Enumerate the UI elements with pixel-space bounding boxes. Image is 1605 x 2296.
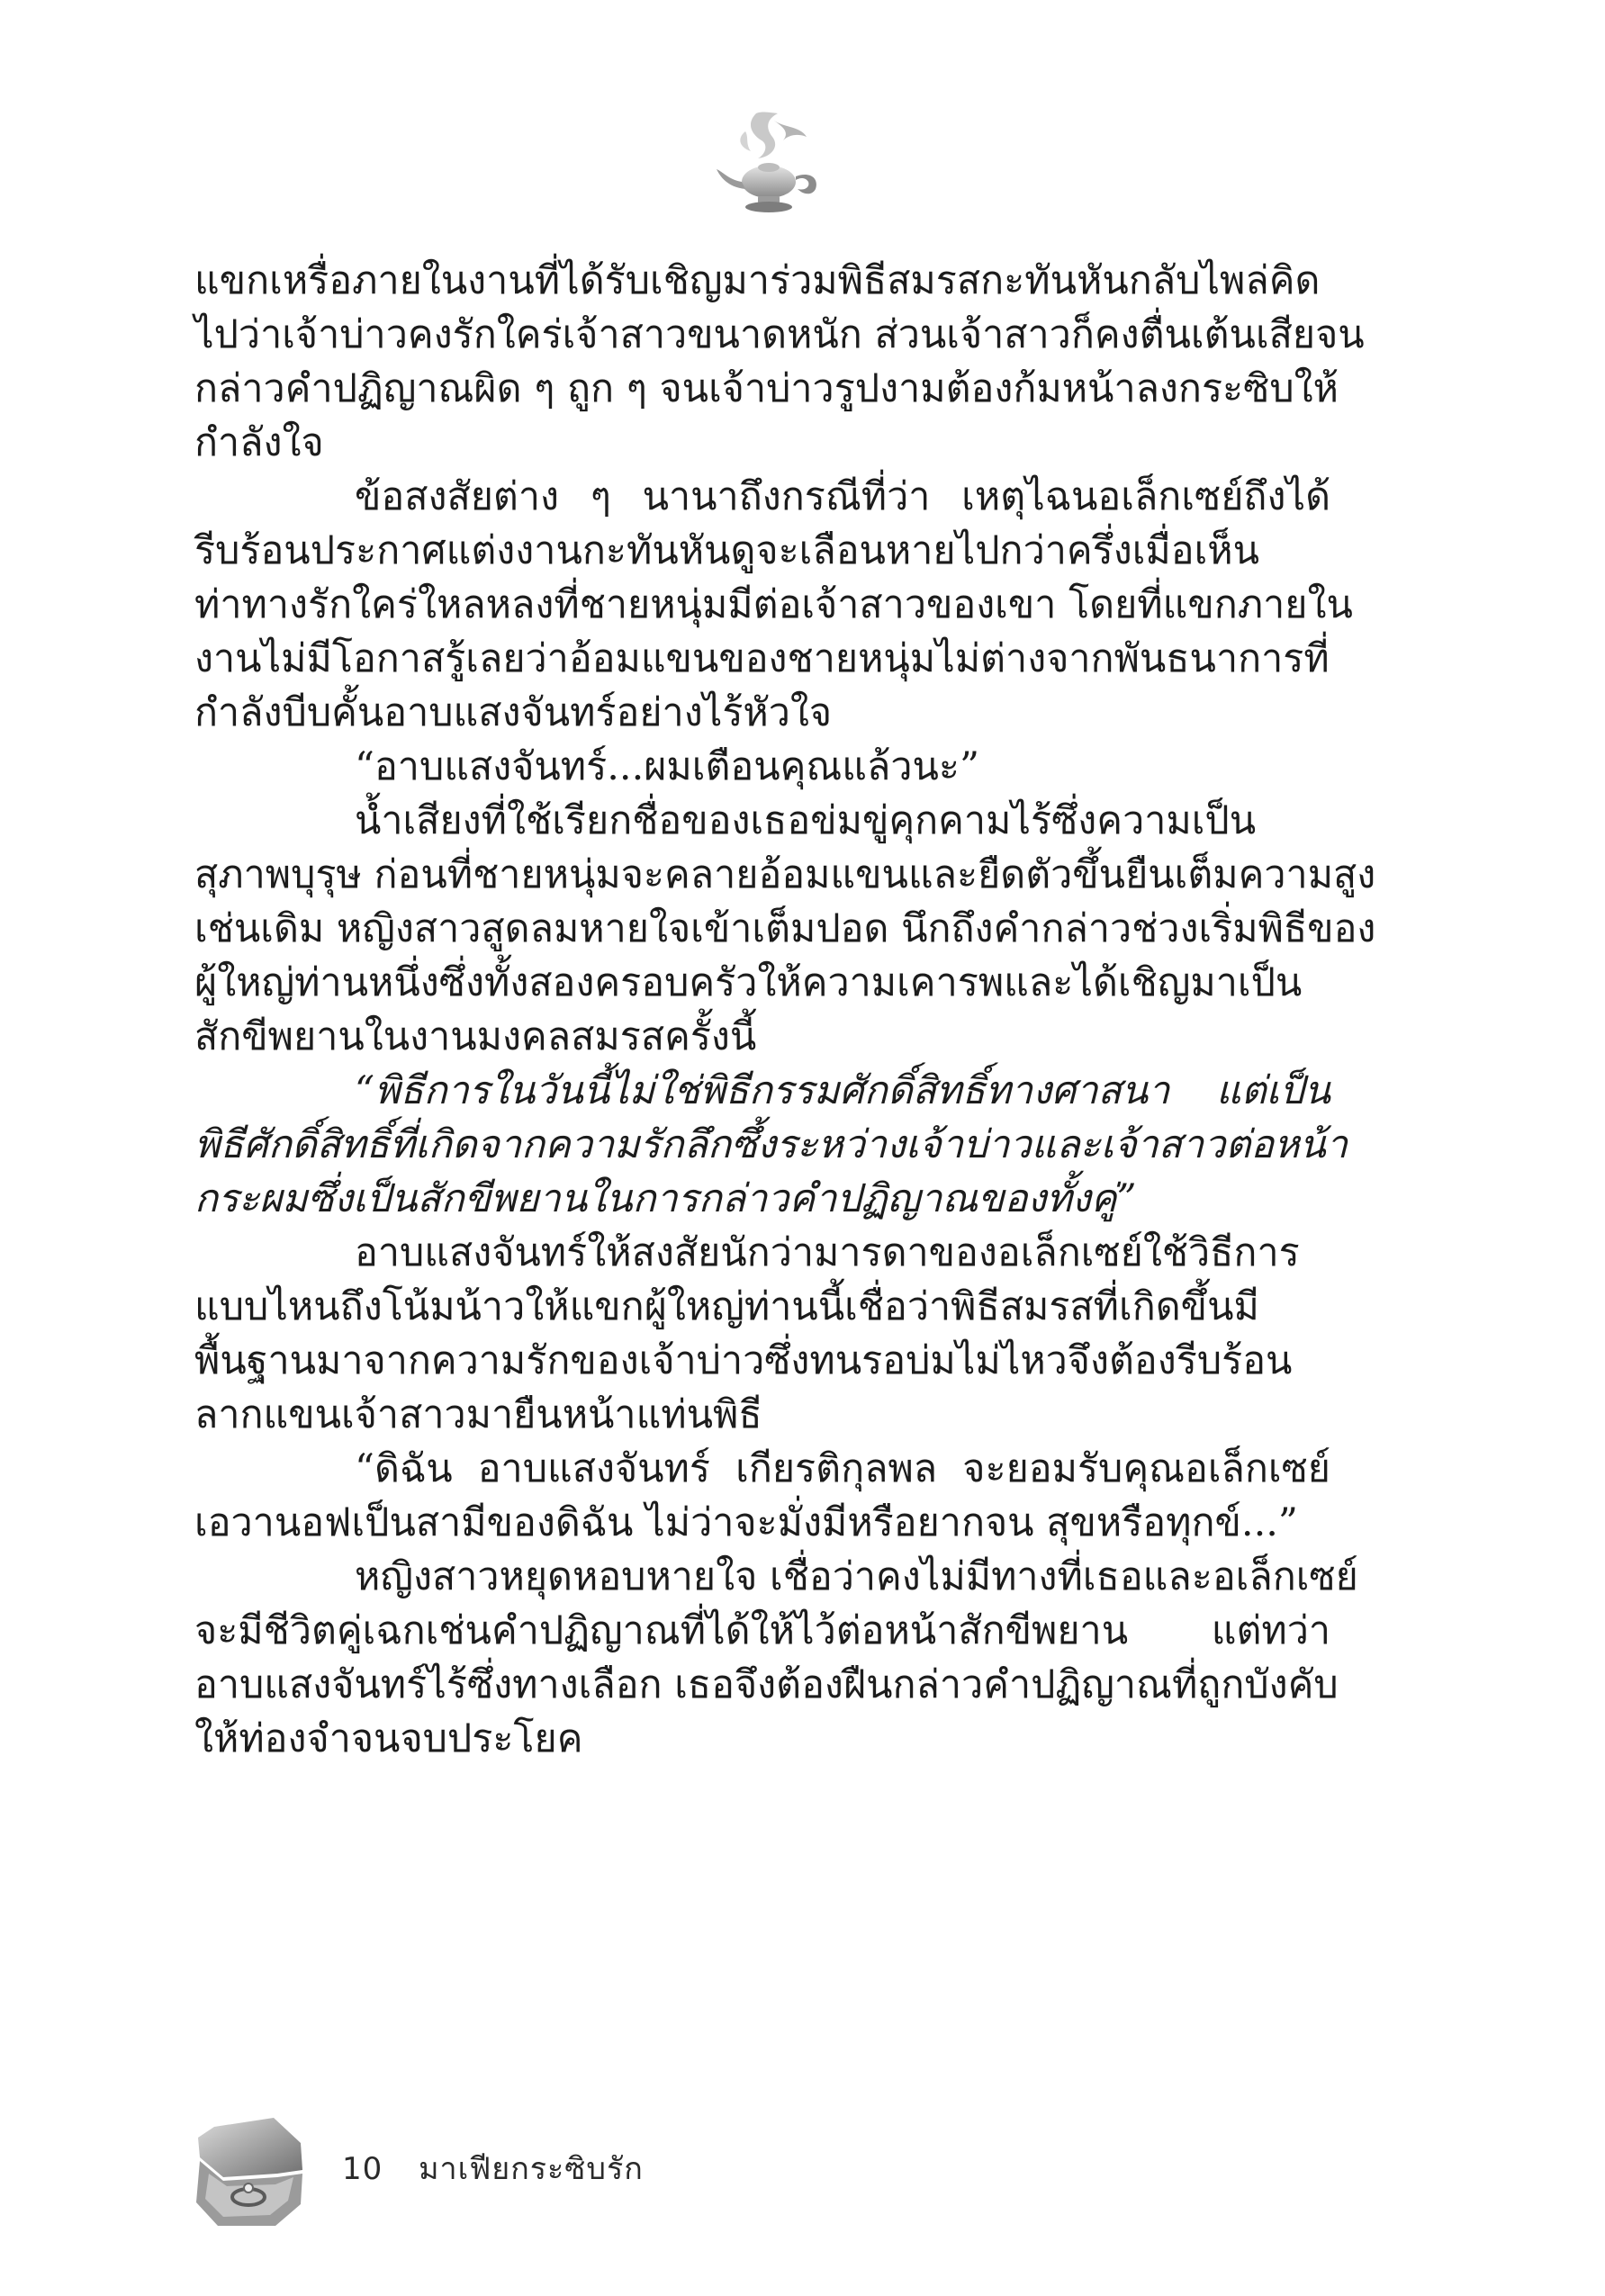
ring-box-icon [187, 2111, 313, 2237]
text-line: น้ำเสียงที่ใช้เรียกชื่อของเธอข่มขู่คุกคามไร้ซึ่งความเป็น [355, 798, 1257, 843]
text-line: กำลังใจ [194, 420, 324, 465]
text-line: หญิงสาวหยุดหอบหายใจ เชื่อว่าคงไม่มีทางที่เธอและอเล็กเซย์ [355, 1554, 1358, 1599]
text-line: “พิธีการในวันนี้ไม่ใช่พิธีกรรมศักดิ์สิทธิ์ทางศาสนา แต่เป็น [355, 1068, 1330, 1113]
text-line: ไปว่าเจ้าบ่าวคงรักใคร่เจ้าสาวขนาดหนัก ส่วนเจ้าสาวก็คงตื่นเต้นเสียจน [194, 312, 1365, 357]
text-line: อาบแสงจันทร์ไร้ซึ่งทางเลือก เธอจึงต้องฝืนกล่าวคำปฏิญาณที่ถูกบังคับ [194, 1662, 1339, 1707]
text-line: แบบไหนถึงโน้มน้าวให้แขกผู้ใหญ่ท่านนี้เชื่อว่าพิธีสมรสที่เกิดขึ้นมี [194, 1284, 1259, 1329]
text-line: กระผมซึ่งเป็นสักขีพยานในการกล่าวคำปฏิญาณของทั้งคู่” [194, 1176, 1137, 1221]
text-line: สุภาพบุรุษ ก่อนที่ชายหนุ่มจะคลายอ้อมแขนและยืดตัวขึ้นยืนเต็มความสูง [194, 852, 1376, 897]
book-title: มาเฟียกระซิบรัก [419, 2151, 644, 2187]
text-line: ผู้ใหญ่ท่านหนึ่งซึ่งทั้งสองครอบครัวให้ความเคารพและได้เชิญมาเป็น [194, 960, 1303, 1005]
text-line: ให้ท่องจำจนจบประโยค [194, 1716, 583, 1761]
text-line: “อาบแสงจันทร์...ผมเตือนคุณแล้วนะ” [355, 744, 979, 789]
main-text-body [194, 255, 1376, 1767]
text-line: ท่าทางรักใคร่ใหลหลงที่ชายหนุ่มมีต่อเจ้าสาวของเขา โดยที่แขกภายใน [194, 582, 1353, 627]
text-line: เช่นเดิม หญิงสาวสูดลมหายใจเข้าเต็มปอด นึกถึงคำกล่าวช่วงเริ่มพิธีของ [194, 906, 1376, 951]
text-line: รีบร้อนประกาศแต่งงานกะทันหันดูจะเลือนหายไปกว่าครึ่งเมื่อเห็น [194, 528, 1260, 573]
text-line: พื้นฐานมาจากความรักของเจ้าบ่าวซึ่งทนรอบ่มไม่ไหวจึงต้องรีบร้อน [194, 1338, 1293, 1383]
page-footer [342, 2144, 644, 2192]
text-line: งานไม่มีโอกาสรู้เลยว่าอ้อมแขนของชายหนุ่มไม่ต่างจากพันธนาการที่ [194, 636, 1330, 681]
text-line: ข้อสงสัยต่าง ๆ นานาถึงกรณีที่ว่า เหตุไฉนอเล็กเซย์ถึงได้ [355, 474, 1330, 519]
text-line: กำลังบีบคั้นอาบแสงจันทร์อย่างไร้หัวใจ [194, 690, 833, 735]
text-line: แขกเหรื่อภายในงานที่ได้รับเชิญมาร่วมพิธีสมรสกะทันหันกลับไพล่คิด [194, 258, 1321, 303]
text-line: “ดิฉัน อาบแสงจันทร์ เกียรติกุลพล จะยอมรับคุณอเล็กเซย์ [355, 1446, 1330, 1491]
text-line: เอวานอฟเป็นสามีของดิฉัน ไม่ว่าจะมั่งมีหรือยากจน สุขหรือทุกข์...” [194, 1500, 1298, 1545]
text-line: อาบแสงจันทร์ให้สงสัยนักว่ามารดาของอเล็กเซย์ใช้วิธีการ [355, 1230, 1300, 1275]
text-line: จะมีชีวิตคู่เฉกเช่นคำปฏิญาณที่ได้ให้ไว้ต่อหน้าสักขีพยาน แต่ทว่า [194, 1608, 1330, 1653]
page-number: 10 [342, 2151, 383, 2187]
magic-lamp-icon [709, 104, 830, 225]
text-line: พิธีศักดิ์สิทธิ์ที่เกิดจากความรักลึกซึ้งระหว่างเจ้าบ่าวและเจ้าสาวต่อหน้า [194, 1122, 1348, 1167]
text-line: สักขีพยานในงานมงคลสมรสครั้งนี้ [194, 1014, 757, 1059]
text-line: ลากแขนเจ้าสาวมายืนหน้าแท่นพิธี [194, 1392, 762, 1437]
text-line: กล่าวคำปฏิญาณผิด ๆ ถูก ๆ จนเจ้าบ่าวรูปงามต้องก้มหน้าลงกระซิบให้ [194, 366, 1339, 411]
